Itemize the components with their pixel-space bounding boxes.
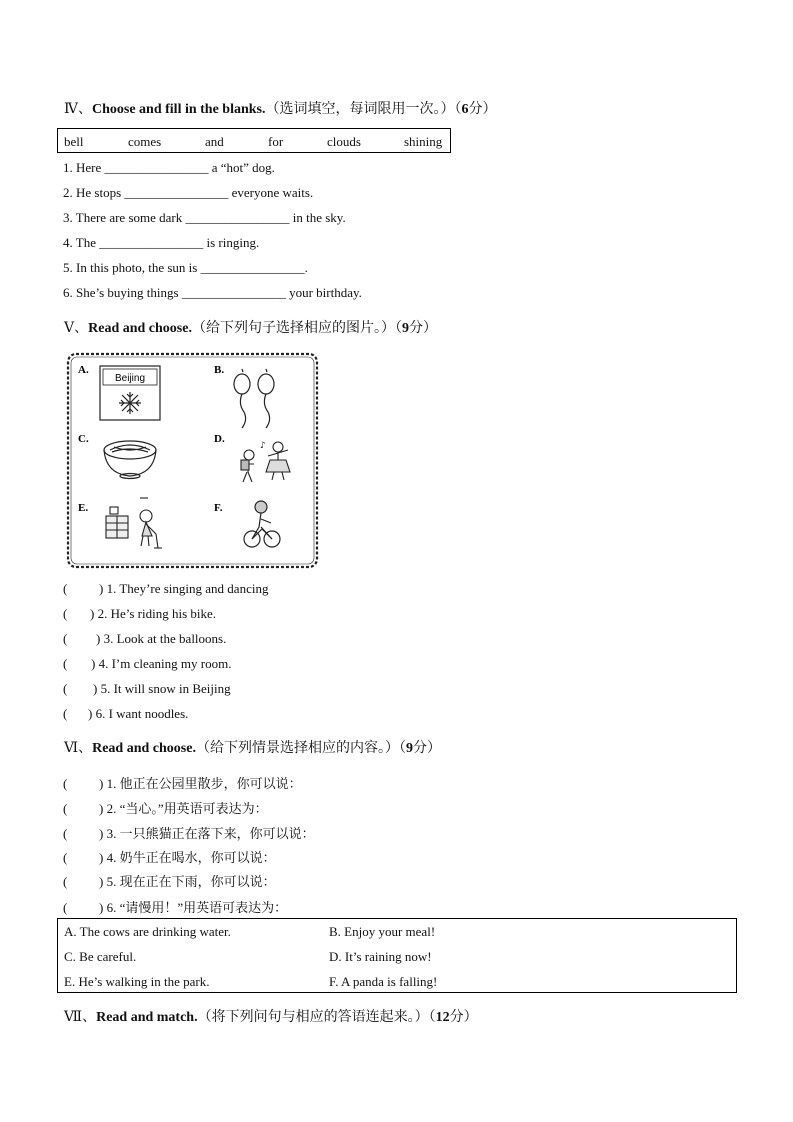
fill-blank-item: 6. She’s buying things ________________ your birthday.	[63, 285, 362, 300]
choose-item	[63, 681, 231, 697]
section-note-close: 分）	[449, 1010, 478, 1025]
scenario-item-text: 4. 奶牛正在喝水，你可以说：	[106, 850, 276, 865]
answer-paren-open: (	[63, 581, 68, 596]
word-bank-item: clouds	[327, 134, 361, 149]
option-e: E. He’s walking in the park.	[64, 974, 210, 989]
section-numeral: Ⅶ、	[64, 1010, 97, 1025]
section-note-close: 分）	[468, 102, 497, 117]
riding-bike-picture	[244, 501, 280, 547]
svg-text:♪: ♪	[260, 441, 266, 451]
option-b: B. Enjoy your meal!	[329, 924, 436, 939]
scenario-item	[63, 847, 276, 866]
choose-item	[63, 606, 216, 622]
choose-item-text: 6. I want noodles.	[95, 706, 189, 721]
section-note: （选词填空，每词限用一次。）（	[265, 102, 462, 117]
section-title: Choose and fill in the blanks.	[92, 102, 266, 117]
fill-blank-item: 4. The ________________ is ringing.	[63, 235, 260, 250]
choose-item-text: 1. They’re singing and dancing	[106, 581, 269, 596]
section-note: （给下列情景选择相应的内容。）（	[195, 741, 406, 756]
answer-paren-open: (	[63, 850, 68, 865]
cleaning-room-picture	[106, 498, 162, 548]
picture-label: C.	[78, 433, 89, 445]
choose-item	[63, 706, 188, 722]
scenario-item-text: 2. “当心。”用英语可表达为：	[106, 801, 268, 816]
answer-paren-open: (	[63, 900, 68, 915]
fill-blank-item: 5. In this photo, the sun is ________________.	[63, 260, 308, 275]
scenario-item	[63, 897, 287, 916]
word-bank-item: shining	[404, 134, 443, 149]
scenario-item-text: 1. 他正在公园里散步，你可以说：	[106, 776, 302, 791]
answer-paren-close: )	[99, 826, 104, 841]
picture-label: E.	[78, 502, 89, 514]
fill-blank-item: 3. There are some dark ________________ in the sky.	[63, 210, 346, 225]
answer-paren-close: )	[90, 606, 95, 621]
section-note: （给下列句子选择相应的图片。）（	[191, 321, 402, 336]
fill-blank-item: 1. Here ________________ a “hot” dog.	[63, 160, 275, 175]
option-d: D. It’s raining now!	[329, 949, 432, 964]
answer-paren-close: )	[99, 850, 104, 865]
scenario-item-text: 3. 一只熊猫正在落下来，你可以说：	[106, 826, 315, 841]
answer-paren-close: )	[99, 581, 104, 596]
beijing-sign-text: Beijing	[114, 373, 146, 384]
choose-item	[63, 631, 226, 647]
scenario-item	[63, 798, 268, 817]
picture-label: D.	[214, 433, 225, 445]
section-numeral: Ⅳ、	[64, 102, 92, 117]
word-bank-item: comes	[128, 134, 162, 149]
section-score: 9	[401, 321, 409, 336]
scenario-item-text: 5. 现在正在下雨，你可以说：	[106, 874, 276, 889]
scenario-item	[63, 773, 302, 792]
word-bank	[57, 128, 451, 153]
section-numeral: Ⅵ、	[64, 741, 93, 756]
option-a: A. The cows are drinking water.	[64, 924, 231, 939]
word-bank-item: bell	[64, 134, 84, 149]
answer-paren-open: (	[63, 874, 68, 889]
choose-item-text: 3. Look at the balloons.	[103, 631, 227, 646]
section-7-header	[64, 1006, 478, 1026]
section-score: 6	[461, 102, 469, 117]
section-note: （将下列问句与相应的答语连起来。）（	[197, 1010, 436, 1025]
answer-paren-open: (	[63, 801, 68, 816]
section-title: Read and choose.	[88, 321, 192, 336]
option-f: F. A panda is falling!	[329, 974, 438, 989]
section-4-header	[64, 98, 497, 118]
section-6-header	[64, 737, 441, 757]
answer-paren-close: )	[88, 706, 93, 721]
section-score: 9	[405, 741, 413, 756]
section-title: Read and match.	[96, 1010, 198, 1025]
singing-dancing-picture	[241, 441, 290, 482]
answer-paren-close: )	[99, 900, 104, 915]
scenario-item	[63, 871, 276, 890]
picture-panel	[66, 352, 319, 569]
choose-item	[63, 656, 231, 672]
choose-item-text: 5. It will snow in Beijing	[100, 681, 231, 696]
choose-item-text: 2. He’s riding his bike.	[97, 606, 217, 621]
picture-label: B.	[214, 364, 225, 376]
answer-paren-close: )	[93, 681, 98, 696]
answer-paren-close: )	[99, 874, 104, 889]
section-title: Read and choose.	[92, 741, 196, 756]
answer-paren-close: )	[91, 656, 96, 671]
answer-paren-open: (	[63, 776, 68, 791]
answer-paren-close: )	[99, 776, 104, 791]
balloons-picture	[234, 369, 274, 428]
word-bank-item: and	[205, 134, 224, 149]
answer-paren-open: (	[63, 631, 68, 646]
choose-item	[63, 581, 268, 597]
section-note-close: 分）	[408, 321, 437, 336]
picture-label: F.	[214, 502, 223, 514]
section-score: 12	[435, 1010, 450, 1025]
word-bank-item: for	[268, 134, 284, 149]
answer-paren-open: (	[63, 706, 68, 721]
option-c: C. Be careful.	[64, 949, 137, 964]
beijing-snow-picture	[100, 366, 160, 420]
noodles-picture	[104, 441, 156, 479]
section-numeral: Ⅴ、	[64, 321, 89, 336]
fill-blank-item: 2. He stops ________________ everyone waits.	[63, 185, 314, 200]
answer-paren-open: (	[63, 681, 68, 696]
answer-paren-close: )	[96, 631, 101, 646]
answer-paren-open: (	[63, 656, 68, 671]
section-5-header	[64, 317, 437, 337]
choose-item-text: 4. I’m cleaning my room.	[98, 656, 232, 671]
section-note-close: 分）	[412, 741, 441, 756]
picture-label: A.	[78, 364, 89, 376]
answer-paren-open: (	[63, 606, 68, 621]
scenario-item-text: 6. “请慢用！”用英语可表达为：	[106, 900, 288, 915]
answer-paren-open: (	[63, 826, 68, 841]
options-box	[57, 918, 737, 993]
scenario-item	[63, 823, 315, 842]
answer-paren-close: )	[99, 801, 104, 816]
